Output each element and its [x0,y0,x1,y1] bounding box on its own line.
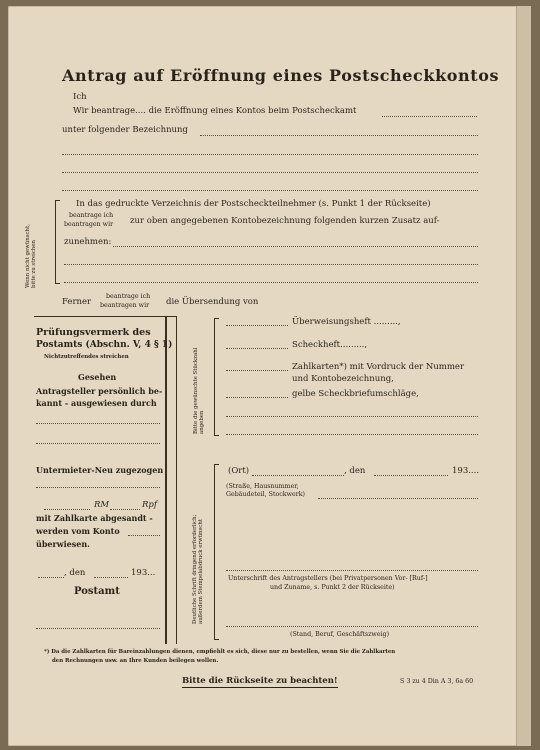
schrift-note-line-1: Deutliche Schrift dringend erforderlich; [192,514,198,624]
ueberweisungsheft-qty[interactable] [226,325,288,326]
signature-brace [214,464,219,640]
strike-note-line-2: bitte zu streichen [30,239,37,288]
box-right-rule [165,316,167,644]
footnote-line-2: den Rechnungen usw. an Ihre Kunden beilegen wollen. [52,658,219,664]
rueckseite-notice: Bitte die Rückseite zu beachten! [182,676,338,686]
ferner-label: Ferner [62,297,92,307]
order-brace [214,318,219,436]
form-title: Antrag auf Eröffnung eines Postscheckkontos [62,66,500,85]
pruef-line-5: überwiesen. [36,539,90,549]
datum-field[interactable] [374,475,448,476]
pruef-heading-2: Postamts (Abschn. V, 4 § 1) [36,340,173,350]
option-ich[interactable]: beantrage ich [69,212,114,219]
stueckzahl-note [194,348,206,434]
stueckzahl-note-line-1: Bitte die gewünschte Stückzahl [193,347,199,434]
aufnehmen-line: zunehmen: [64,237,112,247]
datum-year: 193.... [452,466,480,476]
order-item-5: gelbe Scheckbriefumschläge, [292,389,419,399]
verzeichnis-line: In das gedruckte Verzeichnis der Postscheckteilnehmer (s. Punkt 1 der Rückseite) [76,199,431,209]
ort-label: (Ort) [228,466,250,476]
rpf-field[interactable] [110,509,140,510]
rm-label: RM [94,500,110,510]
scheckheft-qty[interactable] [226,348,288,349]
line-beantrage: Wir beantrage.... die Eröffnung eines Kontos beim Postscheckamt [73,106,357,116]
zusatz-field-2[interactable] [64,264,478,265]
street-label-1: (Straße, Hausnummer, [226,483,299,490]
pruef-line-1: Antragsteller persönlich be- [36,386,163,396]
konto-field[interactable] [128,535,160,536]
bezeichnung-field-1[interactable] [200,135,478,136]
order-extra-field-1[interactable] [226,416,478,417]
gesehen-label: Gesehen [78,372,117,382]
strike-note-line-1: Wenn nicht gewünscht, [25,224,31,288]
order-item-2: Scheckheft........., [292,340,368,350]
order-extra-field-2[interactable] [226,434,478,435]
street-label-2: Gebäudeteil, Stockwerk) [226,491,306,498]
footnote-line-1: *) Da die Zahlkarten für Bareinzahlungen dienen, empfiehlt es sich, diese nur zu bestellen, wenn Sie die Zahlkarten [44,649,396,655]
postamt-place-field[interactable] [38,577,64,578]
bezeichnung-field-3[interactable] [62,172,478,173]
pruef-line-3: mit Zahlkarte abgesandt - [36,513,153,523]
stand-field[interactable] [226,626,478,627]
line-bezeichnung: unter folgender Bezeichnung [62,125,188,135]
zusatz-line: zur oben angegebenen Kontobezeichnung folgenden kurzen Zusatz auf- [130,216,440,226]
zusatz-field-3[interactable] [64,282,478,283]
stueckzahl-note-line-2: angeben [198,410,205,434]
section2-brace [55,200,60,284]
ausweis-field-1[interactable] [36,423,160,424]
stand-label: (Stand, Beruf, Geschäftszweig) [290,631,390,638]
signature-label-2: und Zuname, s. Punkt 2 der Rückseite) [270,584,395,591]
ferner-option-wir[interactable]: beantragen wir [100,302,150,309]
bezeichnung-field-2[interactable] [62,154,478,155]
postscheckamt-field[interactable] [382,116,477,117]
postamt-date-field[interactable] [94,577,128,578]
ferner-option-ich[interactable]: beantrage ich [106,293,151,300]
strike-note [26,224,38,288]
order-item-4: und Kontobezeichnung, [292,374,394,384]
box-right-rule-2 [176,316,177,644]
postamt-label: Postamt [74,586,120,597]
untermieter-label: Untermieter-Neu zugezogen [36,465,164,475]
ich-label: Ich [73,92,87,102]
pruef-line-4: werden vom Konto [36,526,120,536]
order-item-3: Zahlkarten*) mit Vordruck der Nummer [292,362,465,372]
pruef-line-2: kannt - ausgewiesen durch [36,398,157,408]
street-field[interactable] [318,498,478,499]
rpf-label: Rpf [142,500,157,510]
ausweis-field-2[interactable] [36,443,160,444]
schrift-note-line-2: außerdem Stempelabdruck erwünscht [197,519,204,624]
postamt-den: , den [64,568,86,578]
datum-den: , den [344,466,366,476]
ort-field[interactable] [252,475,344,476]
zahlkarten-qty[interactable] [226,370,288,371]
form-code: S 3 zu 4 Din A 3, 6a 60 [400,678,474,685]
order-item-1: Überweisungsheft ........., [292,317,401,327]
untermieter-field[interactable] [36,487,160,488]
box-top-rule [34,316,176,317]
uebersendung-label: die Übersendung von [166,297,259,307]
schrift-note [193,515,205,624]
rm-field[interactable] [44,509,90,510]
pruef-note: Nichtzutreffendes streichen [44,354,129,360]
postamt-year: 193... [131,568,156,578]
postamt-signature-field[interactable] [36,628,160,629]
umschlaege-qty[interactable] [226,397,288,398]
zusatz-field-1[interactable] [113,246,478,247]
sheet-edge [516,6,531,746]
option-wir[interactable]: beantragen wir [64,221,114,228]
signature-label-1: Unterschrift des Antragstellers (bei Privatpersonen Vor- [Ruf-] [228,575,428,582]
bezeichnung-field-4[interactable] [62,190,478,191]
signature-field[interactable] [226,570,478,571]
pruef-heading-1: Prüfungsvermerk des [36,327,151,338]
